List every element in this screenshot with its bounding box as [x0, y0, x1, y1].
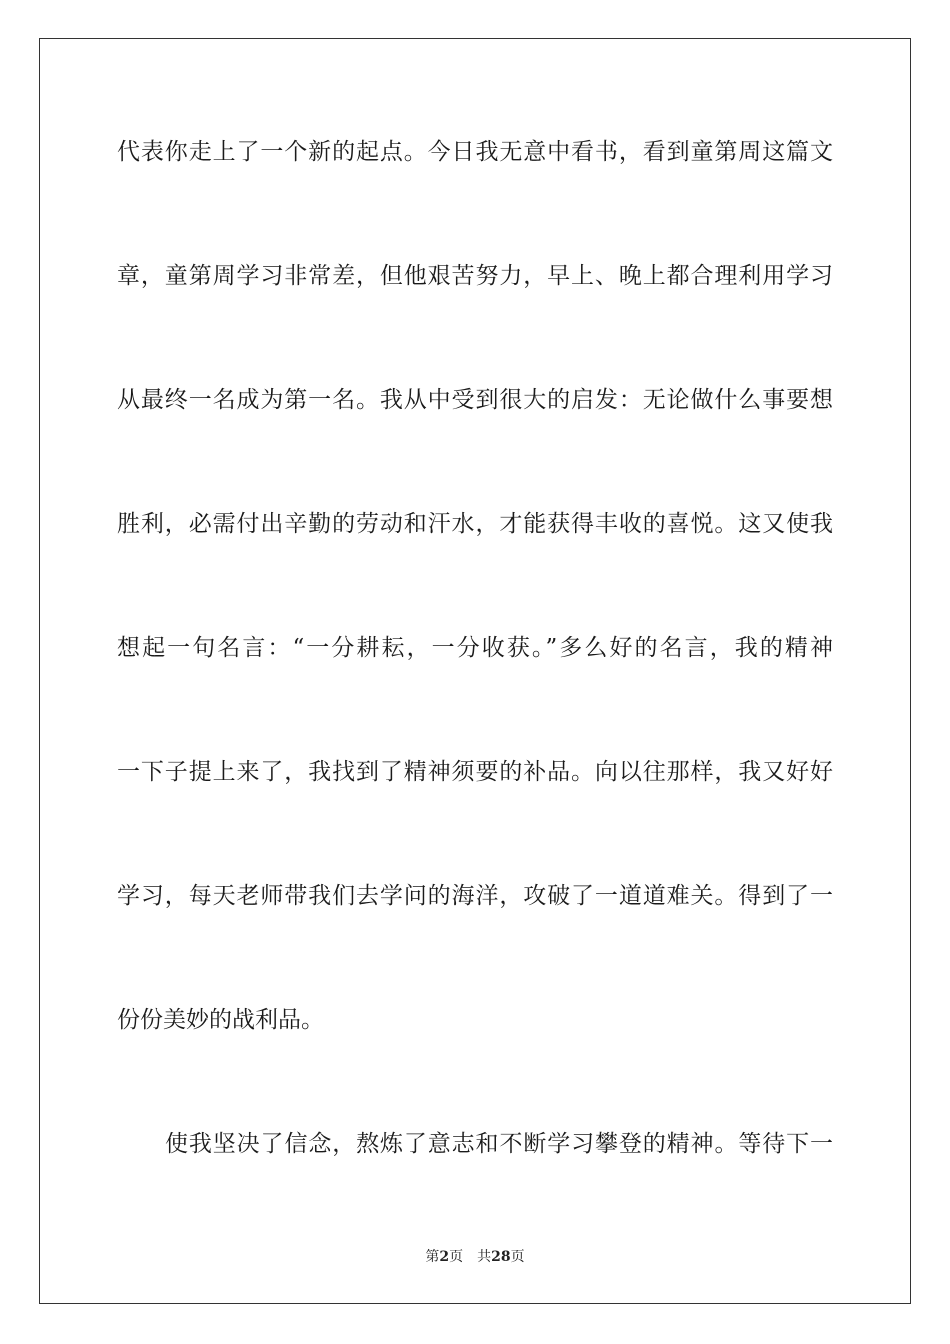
text-line: 想起一句名言：“一分耕耘，一分收获。”多么好的名言，我的精神	[117, 635, 833, 661]
total-prefix: 共	[477, 1249, 492, 1265]
text-line: 份份美妙的战利品。	[117, 1007, 324, 1033]
paragraph-start-line: 使我坚决了信念，熬炼了意志和不断学习攀登的精神。等待下一	[165, 1131, 833, 1157]
page-border	[39, 38, 911, 1304]
page-prefix: 第	[425, 1249, 440, 1265]
text-line: 代表你走上了一个新的起点。今日我无意中看书，看到童第周这篇文	[117, 139, 833, 165]
text-line: 章，童第周学习非常差，但他艰苦努力，早上、晚上都合理利用学习	[117, 263, 833, 289]
text-line: 学习，每天老师带我们去学问的海洋，攻破了一道道难关。得到了一	[117, 883, 833, 909]
page-footer	[0, 1248, 950, 1266]
total-pages: 28	[491, 1249, 511, 1265]
text-line: 从最终一名成为第一名。我从中受到很大的启发：无论做什么事要想	[117, 387, 833, 413]
text-line: 一下子提上来了，我找到了精神须要的补品。向以往那样，我又好好	[117, 759, 833, 785]
total-suffix: 页	[510, 1249, 525, 1265]
text-line: 胜利，必需付出辛勤的劳动和汗水，才能获得丰收的喜悦。这又使我	[117, 511, 833, 537]
page-suffix: 页	[449, 1249, 464, 1265]
page-number: 2	[439, 1249, 450, 1265]
